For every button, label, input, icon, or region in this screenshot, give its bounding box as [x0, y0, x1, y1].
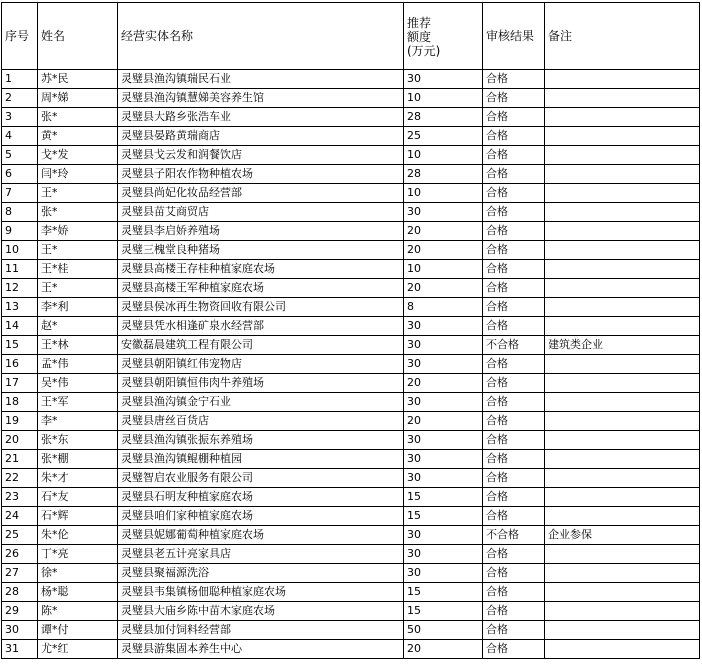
- cell-name: 朱*才: [38, 469, 118, 488]
- cell-seq: 27: [2, 564, 38, 583]
- cell-entity: 灵璧县妮娜葡萄种植家庭农场: [118, 526, 404, 545]
- cell-entity: 灵璧县尚妃化妆品经营部: [118, 184, 404, 203]
- cell-quota: 30: [404, 336, 483, 355]
- cell-seq: 30: [2, 621, 38, 640]
- cell-note: 企业参保: [545, 526, 700, 545]
- header-name: 姓名: [38, 3, 118, 70]
- cell-quota: 30: [404, 393, 483, 412]
- cell-quota: 15: [404, 488, 483, 507]
- cell-seq: 15: [2, 336, 38, 355]
- cell-seq: 8: [2, 203, 38, 222]
- cell-quota: 20: [404, 222, 483, 241]
- cell-note: [545, 146, 700, 165]
- cell-note: [545, 184, 700, 203]
- cell-quota: 30: [404, 450, 483, 469]
- cell-entity: 灵璧县游集固本养生中心: [118, 640, 404, 659]
- cell-entity: 灵璧县加付饲料经营部: [118, 621, 404, 640]
- review-table: [1, 2, 700, 659]
- cell-seq: 14: [2, 317, 38, 336]
- cell-result: 合格: [483, 241, 545, 260]
- table-row: [2, 545, 700, 564]
- table-row: [2, 203, 700, 222]
- cell-quota: 15: [404, 507, 483, 526]
- cell-result: 不合格: [483, 336, 545, 355]
- cell-note: [545, 583, 700, 602]
- cell-seq: 6: [2, 165, 38, 184]
- cell-result: 合格: [483, 260, 545, 279]
- cell-note: 建筑类企业: [545, 336, 700, 355]
- cell-seq: 17: [2, 374, 38, 393]
- cell-result: 合格: [483, 507, 545, 526]
- cell-name: 徐*: [38, 564, 118, 583]
- cell-name: 杨*聪: [38, 583, 118, 602]
- cell-name: 王*: [38, 279, 118, 298]
- cell-quota: 20: [404, 374, 483, 393]
- cell-seq: 25: [2, 526, 38, 545]
- cell-entity: 灵璧县戈云发和润餐饮店: [118, 146, 404, 165]
- cell-seq: 26: [2, 545, 38, 564]
- cell-quota: 20: [404, 241, 483, 260]
- cell-name: 王*林: [38, 336, 118, 355]
- cell-name: 王*桂: [38, 260, 118, 279]
- cell-seq: 11: [2, 260, 38, 279]
- cell-quota: 20: [404, 279, 483, 298]
- cell-name: 朱*伦: [38, 526, 118, 545]
- cell-note: [545, 279, 700, 298]
- cell-seq: 10: [2, 241, 38, 260]
- cell-quota: 30: [404, 355, 483, 374]
- cell-note: [545, 564, 700, 583]
- cell-result: 合格: [483, 108, 545, 127]
- cell-name: 苏*民: [38, 70, 118, 89]
- cell-note: [545, 355, 700, 374]
- cell-result: 合格: [483, 184, 545, 203]
- cell-entity: 灵璧三槐堂良种猪场: [118, 241, 404, 260]
- cell-entity: 灵璧县晏路黄瑞商店: [118, 127, 404, 146]
- cell-quota: 10: [404, 89, 483, 108]
- cell-entity: 灵璧县聚福源洗浴: [118, 564, 404, 583]
- table-row: [2, 450, 700, 469]
- table-row: [2, 488, 700, 507]
- table-row: [2, 412, 700, 431]
- cell-name: 石*辉: [38, 507, 118, 526]
- cell-quota: 50: [404, 621, 483, 640]
- cell-seq: 12: [2, 279, 38, 298]
- cell-name: 戈*发: [38, 146, 118, 165]
- cell-entity: 灵璧县朝阳镇恒伟肉牛养殖场: [118, 374, 404, 393]
- cell-seq: 28: [2, 583, 38, 602]
- table-row: [2, 317, 700, 336]
- cell-entity: 灵璧县唐丝百货店: [118, 412, 404, 431]
- cell-result: 合格: [483, 545, 545, 564]
- table-row: [2, 241, 700, 260]
- cell-note: [545, 70, 700, 89]
- header-entity: 经营实体名称: [118, 3, 404, 70]
- cell-quota: 30: [404, 317, 483, 336]
- cell-note: [545, 412, 700, 431]
- cell-note: [545, 165, 700, 184]
- cell-name: 石*友: [38, 488, 118, 507]
- cell-quota: 28: [404, 108, 483, 127]
- table-row: [2, 526, 700, 545]
- cell-seq: 5: [2, 146, 38, 165]
- cell-note: [545, 222, 700, 241]
- cell-name: 张*棚: [38, 450, 118, 469]
- cell-seq: 29: [2, 602, 38, 621]
- cell-entity: 灵璧县咱们家种植家庭农场: [118, 507, 404, 526]
- cell-seq: 22: [2, 469, 38, 488]
- cell-entity: 灵璧县渔沟镇鲲棚种植园: [118, 450, 404, 469]
- cell-quota: 25: [404, 127, 483, 146]
- cell-quota: 30: [404, 526, 483, 545]
- cell-quota: 15: [404, 583, 483, 602]
- table-row: [2, 222, 700, 241]
- header-quota-line3: (万元): [407, 43, 441, 58]
- table-row: [2, 355, 700, 374]
- table-row: [2, 583, 700, 602]
- cell-result: 合格: [483, 393, 545, 412]
- cell-name: 孟*伟: [38, 355, 118, 374]
- cell-entity: 灵璧县大路乡张浩车业: [118, 108, 404, 127]
- cell-note: [545, 488, 700, 507]
- table-row: [2, 184, 700, 203]
- cell-name: 王*: [38, 241, 118, 260]
- table-row: [2, 393, 700, 412]
- cell-entity: 灵璧县老五计亮家具店: [118, 545, 404, 564]
- cell-note: [545, 393, 700, 412]
- cell-result: 合格: [483, 431, 545, 450]
- cell-note: [545, 640, 700, 659]
- table-row: [2, 165, 700, 184]
- cell-seq: 3: [2, 108, 38, 127]
- cell-seq: 16: [2, 355, 38, 374]
- cell-name: 谭*付: [38, 621, 118, 640]
- cell-quota: 8: [404, 298, 483, 317]
- cell-seq: 13: [2, 298, 38, 317]
- table-row: [2, 602, 700, 621]
- cell-result: 合格: [483, 317, 545, 336]
- cell-result: 合格: [483, 450, 545, 469]
- cell-entity: 灵璧县高楼王存桂种植家庭农场: [118, 260, 404, 279]
- table-row: [2, 108, 700, 127]
- cell-quota: 20: [404, 412, 483, 431]
- cell-result: 合格: [483, 203, 545, 222]
- table-row: [2, 89, 700, 108]
- cell-entity: 灵璧县韦集镇杨佃聪种植家庭农场: [118, 583, 404, 602]
- cell-entity: 灵璧县朝阳镇红伟宠物店: [118, 355, 404, 374]
- table-row: [2, 621, 700, 640]
- cell-result: 合格: [483, 146, 545, 165]
- cell-seq: 24: [2, 507, 38, 526]
- cell-note: [545, 507, 700, 526]
- cell-result: 合格: [483, 222, 545, 241]
- cell-note: [545, 127, 700, 146]
- cell-note: [545, 203, 700, 222]
- cell-name: 赵*: [38, 317, 118, 336]
- cell-result: 合格: [483, 374, 545, 393]
- cell-result: 合格: [483, 412, 545, 431]
- cell-note: [545, 602, 700, 621]
- cell-quota: 30: [404, 564, 483, 583]
- cell-name: 李*: [38, 412, 118, 431]
- cell-name: 吴*伟: [38, 374, 118, 393]
- cell-quota: 10: [404, 146, 483, 165]
- header-quota-line2: 额度: [407, 29, 432, 44]
- cell-note: [545, 108, 700, 127]
- cell-name: 王*: [38, 184, 118, 203]
- cell-name: 周*娣: [38, 89, 118, 108]
- cell-entity: 灵璧县石明友种植家庭农场: [118, 488, 404, 507]
- cell-seq: 1: [2, 70, 38, 89]
- cell-result: 合格: [483, 602, 545, 621]
- cell-quota: 15: [404, 602, 483, 621]
- cell-quota: 30: [404, 70, 483, 89]
- cell-result: 合格: [483, 469, 545, 488]
- cell-quota: 10: [404, 184, 483, 203]
- cell-name: 闫*玲: [38, 165, 118, 184]
- cell-entity: 灵璧县渔沟镇慧娣美容养生馆: [118, 89, 404, 108]
- cell-name: 李*娇: [38, 222, 118, 241]
- cell-quota: 10: [404, 260, 483, 279]
- cell-result: 合格: [483, 640, 545, 659]
- cell-name: 丁*亮: [38, 545, 118, 564]
- table-row: [2, 564, 700, 583]
- table-row: [2, 127, 700, 146]
- cell-name: 张*东: [38, 431, 118, 450]
- cell-entity: 灵璧智启农业服务有限公司: [118, 469, 404, 488]
- table-row: [2, 507, 700, 526]
- cell-quota: 30: [404, 203, 483, 222]
- cell-seq: 9: [2, 222, 38, 241]
- cell-seq: 2: [2, 89, 38, 108]
- cell-entity: 灵璧县子阳农作物种植农场: [118, 165, 404, 184]
- header-quota: [404, 3, 483, 70]
- cell-result: 合格: [483, 279, 545, 298]
- cell-result: 合格: [483, 165, 545, 184]
- cell-note: [545, 260, 700, 279]
- cell-result: 合格: [483, 488, 545, 507]
- cell-quota: 20: [404, 640, 483, 659]
- cell-entity: 灵璧县苗艾商贸店: [118, 203, 404, 222]
- cell-name: 张*: [38, 203, 118, 222]
- cell-note: [545, 431, 700, 450]
- cell-result: 合格: [483, 127, 545, 146]
- cell-note: [545, 89, 700, 108]
- cell-quota: 30: [404, 545, 483, 564]
- cell-result: 合格: [483, 564, 545, 583]
- table-row: [2, 279, 700, 298]
- cell-note: [545, 298, 700, 317]
- cell-seq: 7: [2, 184, 38, 203]
- cell-seq: 31: [2, 640, 38, 659]
- table-row: [2, 431, 700, 450]
- cell-result: 合格: [483, 298, 545, 317]
- cell-entity: 灵璧县渔沟镇瑞民石业: [118, 70, 404, 89]
- cell-entity: 灵璧县侯冰再生物资回收有限公司: [118, 298, 404, 317]
- table-row: [2, 374, 700, 393]
- cell-entity: 灵璧县渔沟镇金宁石业: [118, 393, 404, 412]
- cell-seq: 19: [2, 412, 38, 431]
- cell-note: [545, 469, 700, 488]
- cell-note: [545, 374, 700, 393]
- table-row: [2, 146, 700, 165]
- cell-entity: 灵璧县大庙乡陈中苗木家庭农场: [118, 602, 404, 621]
- cell-result: 合格: [483, 70, 545, 89]
- cell-result: 合格: [483, 583, 545, 602]
- cell-name: 张*: [38, 108, 118, 127]
- cell-quota: 28: [404, 165, 483, 184]
- header-seq: 序号: [2, 3, 38, 70]
- table-row: [2, 298, 700, 317]
- cell-result: 合格: [483, 621, 545, 640]
- header-note: 备注: [545, 3, 700, 70]
- cell-result: 合格: [483, 355, 545, 374]
- cell-result: 不合格: [483, 526, 545, 545]
- table-row: [2, 70, 700, 89]
- cell-note: [545, 450, 700, 469]
- cell-entity: 灵璧县李启娇养殖场: [118, 222, 404, 241]
- cell-seq: 21: [2, 450, 38, 469]
- cell-entity: 安徽磊晨建筑工程有限公司: [118, 336, 404, 355]
- cell-name: 王*军: [38, 393, 118, 412]
- cell-note: [545, 545, 700, 564]
- cell-result: 合格: [483, 89, 545, 108]
- cell-seq: 18: [2, 393, 38, 412]
- header-row: [2, 3, 700, 70]
- cell-entity: 灵璧县高楼王军种植家庭农场: [118, 279, 404, 298]
- cell-name: 陈*: [38, 602, 118, 621]
- cell-note: [545, 241, 700, 260]
- cell-quota: 30: [404, 469, 483, 488]
- cell-quota: 30: [404, 431, 483, 450]
- table-row: [2, 336, 700, 355]
- cell-entity: 灵璧县凭水相逢矿泉水经营部: [118, 317, 404, 336]
- table-row: [2, 260, 700, 279]
- table-row: [2, 469, 700, 488]
- cell-seq: 20: [2, 431, 38, 450]
- cell-name: 黄*: [38, 127, 118, 146]
- cell-seq: 23: [2, 488, 38, 507]
- cell-name: 尤*红: [38, 640, 118, 659]
- cell-entity: 灵璧县渔沟镇张振东养殖场: [118, 431, 404, 450]
- cell-seq: 4: [2, 127, 38, 146]
- cell-name: 李*利: [38, 298, 118, 317]
- cell-note: [545, 621, 700, 640]
- cell-note: [545, 317, 700, 336]
- header-quota-line1: 推荐: [407, 15, 432, 30]
- header-result: 审核结果: [483, 3, 545, 70]
- table-row: [2, 640, 700, 659]
